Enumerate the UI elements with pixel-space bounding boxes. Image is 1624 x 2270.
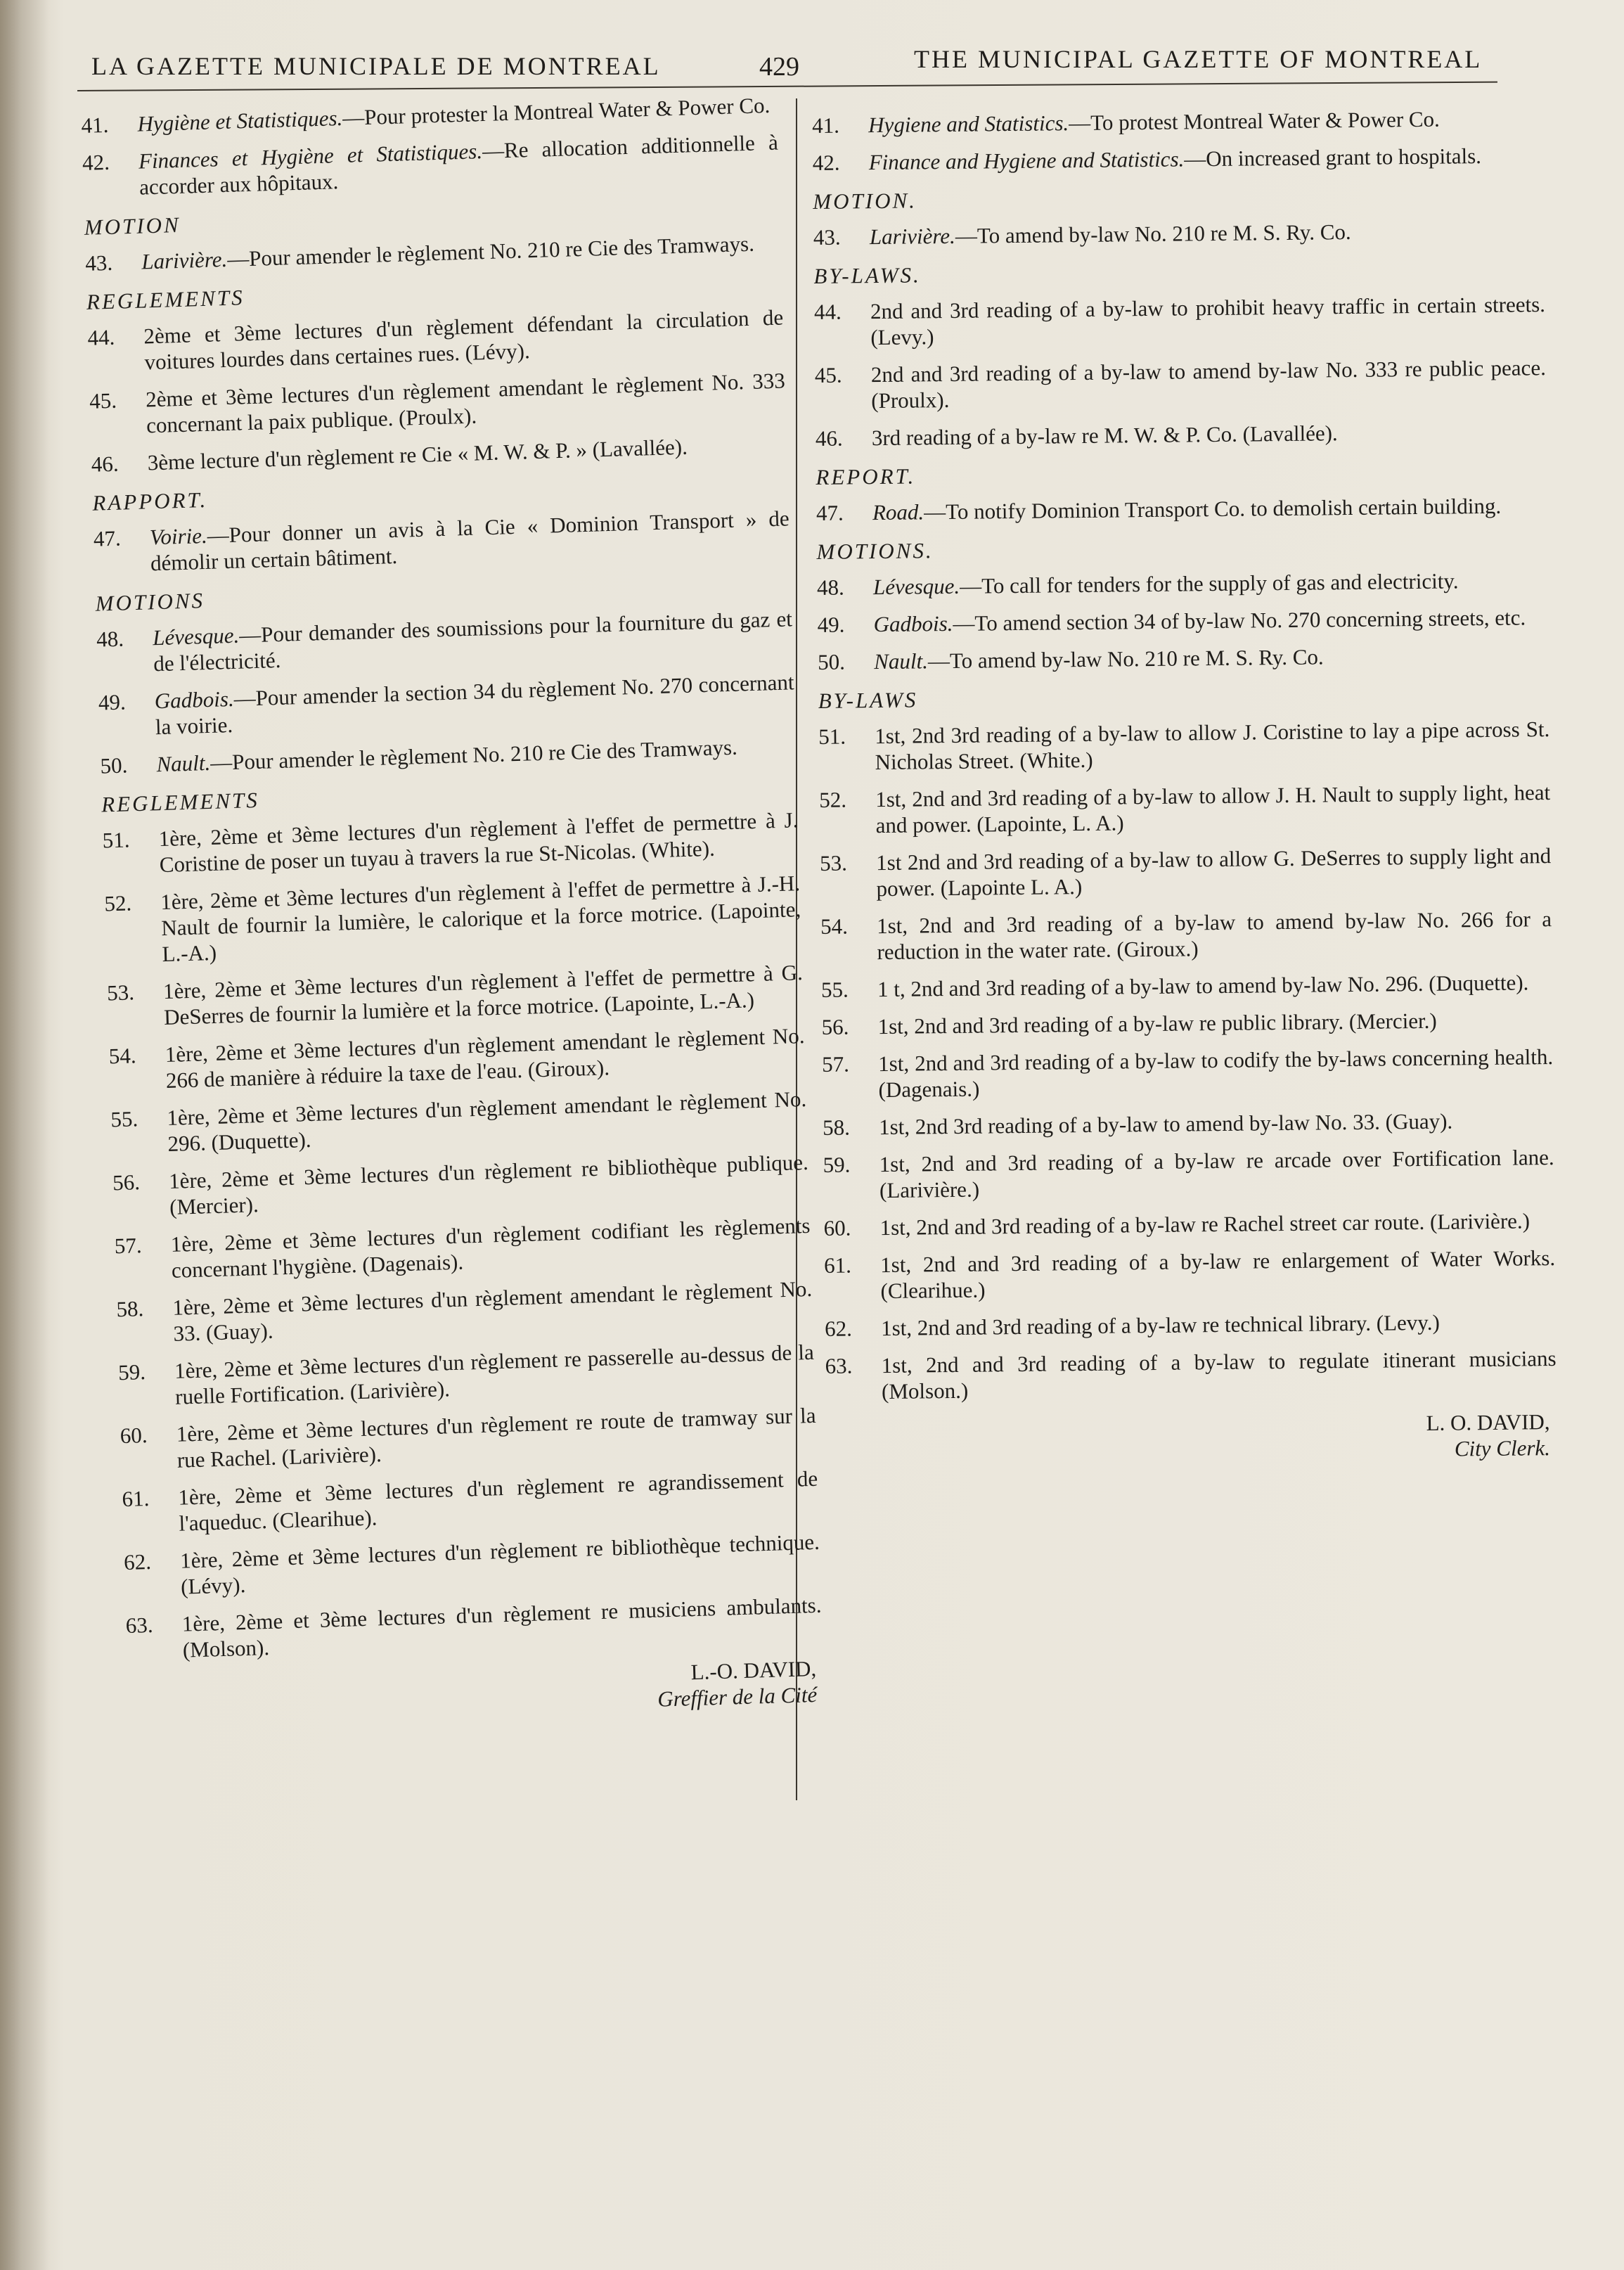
agenda-item [816, 492, 1547, 526]
item-text [870, 291, 1546, 350]
header-french-title: LA GAZETTE MUNICIPALE DE MONTREAL [91, 52, 661, 80]
item-number: 63. [825, 1353, 853, 1378]
item-text [879, 1107, 1554, 1140]
item-description: 1st, 2nd and 3rd reading of a by-law re public library. (Mercier.) [877, 1008, 1437, 1039]
item-text [870, 217, 1545, 250]
section-heading: RAPPORT. [91, 487, 208, 515]
english-column [812, 105, 1557, 1468]
item-description: —Pour donner un avis à la Cie « Dominion Transport » de démolir un certain bâtiment. [150, 506, 790, 576]
item-number: 59. [823, 1152, 851, 1177]
item-number: 51. [818, 724, 846, 749]
agenda-item [96, 605, 794, 678]
agenda-item [125, 1592, 823, 1665]
item-description: 2nd and 3rd reading of a by-law to amend by-law No. 333 re public peace. (Proulx). [870, 355, 1547, 413]
item-text [165, 1022, 806, 1094]
agenda-item [89, 367, 787, 440]
item-number: 62. [123, 1548, 152, 1575]
item-text [873, 604, 1548, 637]
item-lead: Finances et Hygiène et Statistiques. [138, 139, 483, 174]
item-number: 61. [823, 1252, 852, 1278]
item-text [169, 1149, 810, 1220]
header-english-title: THE MUNICIPAL GAZETTE OF MONTREAL [914, 45, 1483, 73]
item-description: 2nd and 3rd reading of a by-law to prohibit heavy traffic in certain streets. (Levy.) [870, 292, 1546, 350]
section-heading: MOTION [84, 212, 181, 240]
item-description: 1st, 2nd and 3rd reading of a by-law re enlargement of Water Works. (Clearihue.) [879, 1245, 1556, 1304]
agenda-item [104, 870, 802, 968]
item-text [868, 105, 1543, 138]
agenda-item [112, 1149, 810, 1221]
item-text [172, 1276, 813, 1347]
item-description: 2ème et 3ème lectures d'un règlement défendant la circulation de voitures lourdes dans certaines rues. (Lévy). [143, 304, 784, 375]
agenda-item [102, 807, 799, 879]
item-number: 42. [82, 149, 110, 175]
item-lead: Gadbois. [154, 686, 235, 714]
item-text [879, 1144, 1554, 1203]
agenda-item [814, 291, 1546, 351]
agenda-item [818, 641, 1549, 675]
item-number: 44. [813, 299, 842, 324]
item-description: 1ère, 2ème et 3ème lectures d'un règlement codifiant les règlements concernant l'hygiène. (Dagenais). [170, 1212, 811, 1283]
agenda-item [82, 129, 780, 202]
item-number: 61. [121, 1485, 150, 1512]
item-text [176, 1402, 817, 1473]
item-description: 1ère, 2ème et 3ème lectures d'un règlement re route de tramway sur la rue Rachel. (Larivière). [176, 1402, 816, 1473]
item-lead: Gadbois. [873, 610, 953, 637]
item-number: 46. [815, 425, 843, 451]
agenda-item [821, 1006, 1552, 1040]
item-number: 47. [816, 500, 844, 525]
agenda-item [815, 354, 1547, 414]
agenda-item [819, 779, 1551, 839]
agenda-item [820, 906, 1552, 966]
item-text [877, 969, 1552, 1002]
binding-shadow [0, 0, 49, 2270]
item-number: 63. [125, 1612, 154, 1639]
item-description: 3rd reading of a by-law re M. W. & P. Co. (Lavallée). [871, 421, 1338, 451]
item-description: 1ère, 2ème et 3ème lectures d'un règlement amendant le règlement No. 296. (Duquette). [166, 1086, 807, 1156]
item-text [160, 870, 802, 967]
item-text [167, 1086, 808, 1157]
item-number: 48. [96, 626, 124, 652]
agenda-item [818, 716, 1550, 776]
item-text [872, 492, 1547, 525]
item-number: 59. [117, 1359, 146, 1385]
item-number: 44. [86, 324, 115, 350]
section-heading: REGLEMENTS [86, 285, 245, 314]
agenda-item [820, 842, 1552, 902]
agenda-item [116, 1276, 813, 1348]
item-description: 1st, 2nd and 3rd reading of a by-law to allow J. H. Nault to supply light, heat and power. (Lapointe, L. A.) [875, 780, 1551, 838]
item-number: 49. [98, 689, 127, 715]
item-lead: Finance and Hygiene and Statistics. [868, 146, 1185, 175]
item-number: 56. [112, 1169, 141, 1195]
item-text [871, 354, 1547, 413]
item-lead: Nault. [156, 750, 211, 777]
agenda-item [100, 732, 797, 778]
signature [825, 1409, 1557, 1468]
item-number: 43. [84, 250, 113, 276]
agenda-item [812, 105, 1543, 139]
agenda-item [91, 430, 787, 477]
item-number: 60. [120, 1423, 148, 1449]
agenda-item [118, 1339, 816, 1411]
item-text [876, 842, 1552, 902]
item-text [881, 1308, 1556, 1341]
item-description: 3ème lecture d'un règlement re Cie « M. W. & P. » (Lavallée). [147, 434, 688, 475]
item-text [146, 367, 787, 438]
item-lead: Road. [872, 499, 924, 525]
french-column [81, 92, 825, 1728]
signature-name: L. O. DAVID, [1426, 1409, 1550, 1435]
item-number: 51. [102, 827, 130, 853]
item-text [873, 567, 1548, 600]
agenda-item [817, 567, 1548, 601]
item-text [877, 1006, 1552, 1039]
item-number: 50. [818, 649, 846, 674]
item-lead: Nault. [873, 648, 929, 674]
agenda-item [824, 1245, 1556, 1304]
item-number: 57. [821, 1051, 850, 1077]
item-description: 1ère, 2ème et 3ème lectures d'un règlement re bibliothèque publique. (Mercier). [168, 1149, 809, 1219]
item-description: —To call for tenders for the supply of gas and electricity. [959, 568, 1459, 598]
item-text [143, 304, 785, 375]
agenda-item [93, 505, 790, 577]
item-description: —Pour protester la Montreal Water & Power Co. [342, 92, 771, 130]
agenda-item [825, 1308, 1556, 1342]
item-description: 1ère, 2ème et 3ème lectures d'un règlement re bibliothèque technique. (Lévy). [179, 1529, 820, 1599]
item-lead: Hygiène et Statistiques. [136, 105, 343, 136]
item-text [881, 1345, 1557, 1404]
item-description: —Pour demander des soumissions pour la fourniture du gaz et de l'électricité. [153, 606, 793, 676]
item-text [180, 1529, 821, 1600]
agenda-item [823, 1207, 1554, 1241]
agenda-item [825, 1345, 1557, 1405]
signature-name: L.-O. DAVID, [690, 1655, 817, 1685]
item-description: —Pour amender le règlement No. 210 re Cie des Tramways. [210, 734, 738, 775]
section-heading: MOTIONS. [816, 538, 934, 564]
signature [127, 1655, 825, 1728]
item-number: 47. [93, 525, 122, 551]
item-text [874, 641, 1549, 674]
item-number: 46. [91, 451, 120, 477]
agenda-item [822, 1044, 1554, 1103]
item-description: —To amend by-law No. 210 re M. S. Ry. Co. [955, 219, 1351, 248]
item-description: —To protest Montreal Water & Power Co. [1068, 106, 1441, 136]
item-description: 1st, 2nd and 3rd reading of a by-law to regulate itinerant musicians (Molson.) [881, 1346, 1557, 1404]
item-text [170, 1212, 811, 1283]
signature-title: City Clerk. [1454, 1435, 1551, 1461]
item-text [875, 716, 1550, 775]
item-number: 54. [108, 1043, 137, 1069]
item-description: 1st, 2nd and 3rd reading of a by-law to amend by-law No. 266 for a reduction in the water rate. (Giroux.) [876, 906, 1552, 965]
page-number: 429 [759, 52, 799, 82]
item-number: 58. [115, 1296, 144, 1322]
agenda-item [813, 142, 1544, 176]
item-text [869, 142, 1544, 175]
item-description: —To amend section 34 of by-law No. 270 concerning streets, etc. [953, 605, 1526, 636]
item-text [875, 779, 1551, 838]
item-description: 1ère, 2ème et 3ème lectures d'un règlement amendant le règlement No. 266 de manière à réduire la taxe de l'eau. (Giroux). [165, 1023, 805, 1094]
item-number: 45. [89, 387, 117, 413]
section-heading: MOTION. [813, 188, 917, 214]
item-lead: Hygiene and Statistics. [868, 110, 1069, 138]
item-description: 1ère, 2ème et 3ème lectures d'un règlement à l'effet de permettre à J. Coristine de poser un tuyau à travers la rue St-Nicolas. (White). [158, 807, 799, 878]
item-description: 1st 2nd and 3rd reading of a by-law to allow G. DeSerres to supply light and power. (Lapointe L. A.) [875, 843, 1552, 902]
item-number: 49. [817, 612, 845, 637]
item-text [137, 92, 778, 137]
section-heading: REPORT. [816, 463, 916, 489]
item-text [156, 732, 797, 777]
item-number: 57. [114, 1233, 143, 1259]
item-number: 52. [103, 890, 132, 916]
item-number: 48. [816, 575, 845, 600]
item-description: —Pour amender la section 34 du règlement No. 270 concernant la voirie. [155, 669, 794, 740]
item-text [181, 1592, 823, 1663]
agenda-item [124, 1529, 821, 1601]
item-number: 41. [81, 112, 109, 138]
item-number: 54. [820, 913, 849, 939]
agenda-item [823, 1144, 1554, 1204]
agenda-item [98, 669, 795, 741]
item-text [149, 505, 790, 576]
item-text [163, 959, 804, 1030]
item-text [877, 906, 1552, 965]
signature-title: Greffier de la Cité [657, 1681, 818, 1712]
item-description: 1st, 2nd 3rd reading of a by-law to allow J. Coristine to lay a pipe across St. Nicholas Street. (White.) [875, 717, 1550, 775]
item-number: 43. [813, 224, 841, 250]
item-number: 53. [819, 850, 848, 876]
item-text [174, 1339, 816, 1410]
item-description: 1ère, 2ème et 3ème lectures d'un règlement re passerelle au-dessus de la ruelle Fortification. (Larivière). [174, 1339, 815, 1409]
item-lead: Larivière. [869, 223, 956, 250]
item-text [879, 1207, 1554, 1240]
item-number: 41. [812, 113, 840, 138]
section-heading: MOTIONS [95, 588, 205, 616]
item-description: 1ère, 2ème et 3ème lectures d'un règlement re agrandissement de l'aqueduc. (Clearihue). [177, 1466, 818, 1536]
item-number: 45. [814, 362, 842, 387]
item-text [153, 605, 794, 676]
item-description: —Re allocation additionnelle à accorder aux hôpitaux. [138, 129, 779, 200]
section-heading: BY-LAWS. [813, 262, 921, 288]
item-description: 1st, 2nd and 3rd reading of a by-law re Rachel street car route. (Larivière.) [879, 1208, 1530, 1240]
item-description: —Pour amender le règlement No. 210 re Cie des Tramways. [226, 231, 755, 271]
item-number: 52. [819, 787, 847, 812]
item-number: 60. [823, 1215, 851, 1240]
agenda-item [107, 959, 804, 1032]
item-number: 55. [820, 977, 849, 1002]
item-number: 42. [812, 150, 840, 175]
item-text [158, 807, 799, 878]
item-lead: Voirie. [149, 522, 208, 550]
agenda-item [816, 418, 1547, 451]
item-number: 53. [106, 980, 135, 1006]
section-heading: BY-LAWS [818, 687, 918, 713]
agenda-item [120, 1402, 817, 1475]
item-text [872, 418, 1547, 451]
item-description: —To amend by-law No. 210 re M. S. Ry. Co. [927, 644, 1324, 674]
item-description: 1st, 2nd and 3rd reading of a by-law to codify the by-laws concerning health. (Dagenais.) [877, 1044, 1554, 1103]
agenda-item [108, 1022, 806, 1095]
item-number: 62. [824, 1316, 853, 1341]
agenda-item [817, 604, 1548, 638]
item-lead: Larivière. [141, 246, 228, 274]
section-heading: REGLEMENTS [101, 787, 260, 817]
item-text [141, 230, 782, 275]
item-description: —On increased grant to hospitals. [1184, 143, 1482, 172]
agenda-item [122, 1466, 819, 1538]
agenda-item [821, 969, 1552, 1003]
item-lead: Lévesque. [152, 622, 240, 650]
item-text [878, 1044, 1554, 1103]
item-number: 58. [822, 1115, 851, 1140]
item-text [154, 669, 795, 740]
item-number: 50. [100, 752, 128, 778]
agenda-item [110, 1086, 808, 1158]
agenda-item [813, 217, 1545, 250]
item-description: 1ère, 2ème et 3ème lectures d'un règlement amendant le règlement No. 33. (Guay). [172, 1276, 813, 1346]
item-description: —To notify Dominion Transport Co. to demolish certain building. [923, 493, 1502, 525]
item-description: 2ème et 3ème lectures d'un règlement amendant le règlement No. 333 concernant la paix publique. (Proulx). [145, 368, 786, 438]
item-text [880, 1245, 1556, 1304]
agenda-item [114, 1212, 811, 1285]
item-number: 56. [821, 1014, 849, 1039]
item-text [178, 1466, 819, 1537]
item-description: 1ère, 2ème et 3ème lectures d'un règlement à l'effet de permettre à G. DeSerres de fournir la lumière et la force motrice. (Lapointe, L.-A.) [162, 960, 804, 1030]
item-text [147, 430, 787, 475]
item-description: 1st, 2nd and 3rd reading of a by-law re technical library. (Levy.) [880, 1309, 1441, 1341]
item-lead: Lévesque. [872, 573, 960, 600]
item-number: 55. [110, 1106, 138, 1132]
agenda-item [87, 304, 785, 376]
agenda-item [823, 1107, 1554, 1141]
item-description: 1 t, 2nd and 3rd reading of a by-law to amend by-law No. 296. (Duquette). [877, 970, 1529, 1002]
item-text [138, 129, 780, 200]
item-description: 1ère, 2ème et 3ème lectures d'un règlement à l'effet de permettre à J.-H. Nault de fournir la lumière, le calorique et la force motrice. (Lapointe, L.-A.) [160, 871, 801, 967]
item-description: 1st, 2nd 3rd reading of a by-law to amend by-law No. 33. (Guay). [878, 1108, 1453, 1140]
item-description: 1ère, 2ème et 3ème lectures d'un règlement re musiciens ambulants. (Molson). [181, 1592, 822, 1662]
item-description: 1st, 2nd and 3rd reading of a by-law re arcade over Fortification lane. (Larivière.) [879, 1145, 1554, 1203]
